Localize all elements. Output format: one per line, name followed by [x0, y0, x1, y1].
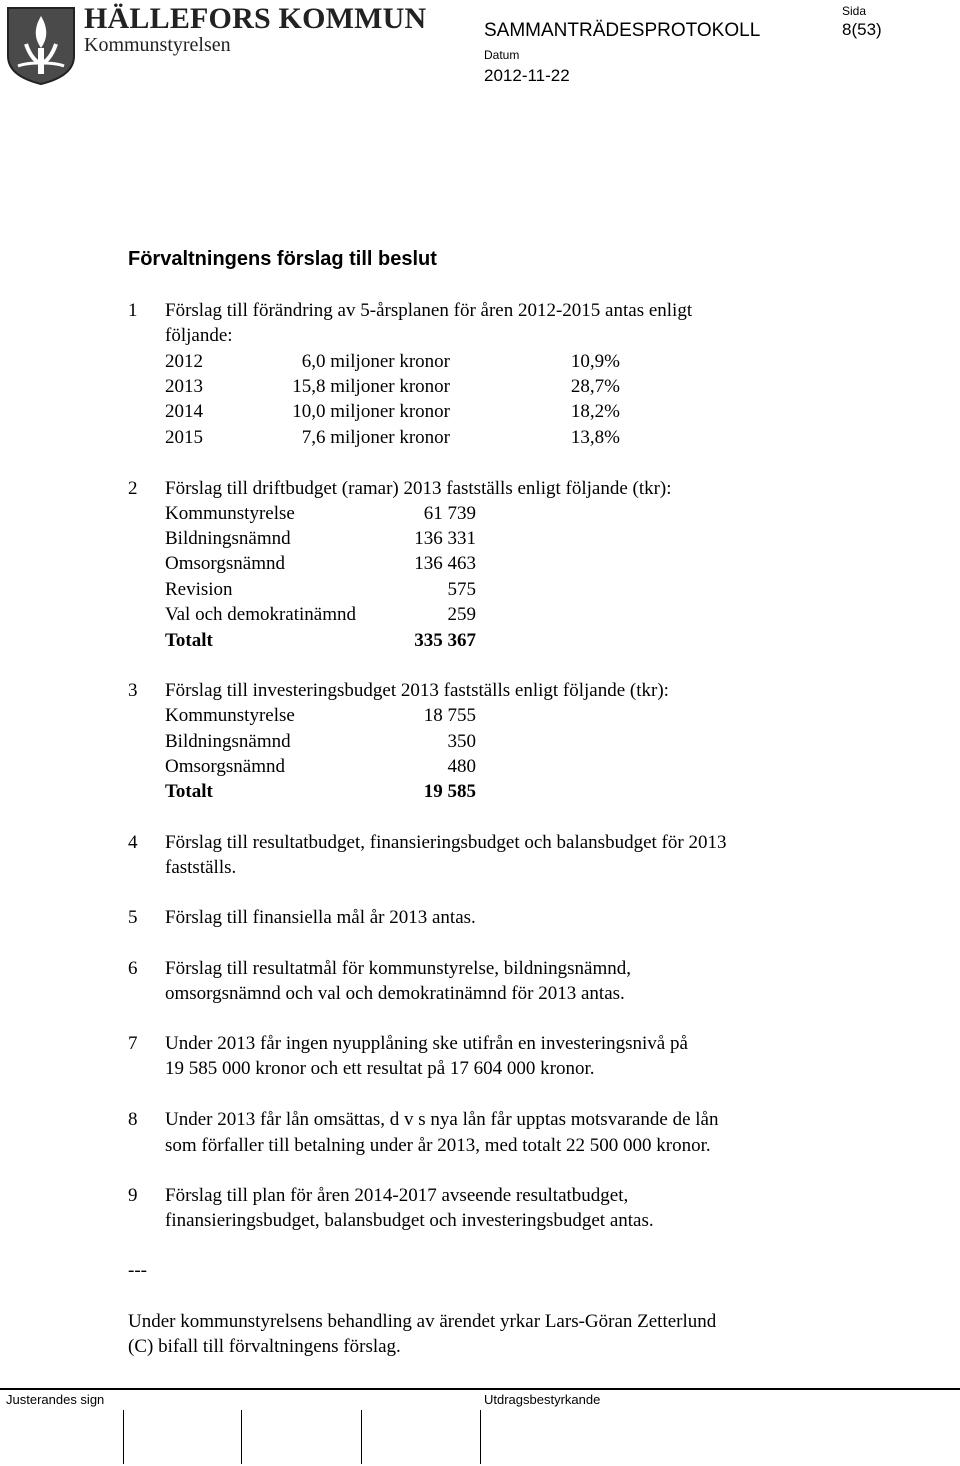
item-text: Förslag till resultatbudget, finansieringsbudget och balansbudget för 2013	[165, 832, 727, 853]
item-text: Förslag till resultatmål för kommunstyrelse, bildningsnämnd,	[165, 958, 631, 979]
budget-row-value: 350	[447, 731, 476, 752]
org-name: HÄLLEFORS KOMMUN	[84, 2, 427, 35]
item-number: 2	[128, 478, 138, 499]
date-label: Datum	[484, 48, 520, 62]
plan-amount: 15,8 miljoner kronor	[292, 376, 450, 397]
item-number: 4	[128, 832, 138, 853]
footer-divider	[0, 1388, 960, 1390]
budget-row-name: Kommunstyrelse	[165, 705, 295, 726]
plan-amount: 6,0 miljoner kronor	[301, 351, 450, 372]
item-number: 3	[128, 680, 138, 701]
budget-total-label: Totalt	[165, 781, 213, 802]
budget-row-value: 136 463	[414, 553, 476, 574]
page-label: Sida	[842, 4, 867, 18]
plan-year: 2014	[165, 401, 203, 422]
budget-row-value: 575	[447, 579, 476, 600]
plan-percent: 18,2%	[570, 401, 620, 422]
budget-row-name: Bildningsnämnd	[165, 731, 291, 752]
document-type: SAMMANTRÄDESPROTOKOLL	[484, 20, 761, 41]
signature-divider	[123, 1410, 124, 1464]
municipal-coat-of-arms	[4, 4, 78, 86]
utdragsbestyrkande-label: Utdragsbestyrkande	[484, 1392, 601, 1407]
budget-total-value: 335 367	[414, 630, 476, 651]
item-text: Förslag till finansiella mål år 2013 antas.	[165, 907, 476, 928]
plan-percent: 10,9%	[570, 351, 620, 372]
item-number: 9	[128, 1185, 138, 1206]
plan-year: 2012	[165, 351, 203, 372]
plan-year: 2015	[165, 427, 203, 448]
item-number: 6	[128, 958, 138, 979]
item-text: som förfaller till betalning under år 2013, med totalt 22 500 000 kronor.	[165, 1135, 711, 1156]
budget-row-name: Kommunstyrelse	[165, 503, 295, 524]
budget-total-label: Totalt	[165, 630, 213, 651]
signature-divider	[241, 1410, 242, 1464]
item-text: följande:	[165, 325, 233, 346]
budget-row-value: 136 331	[414, 528, 476, 549]
item-text: Under 2013 får ingen nyupplåning ske utifrån en investeringsnivå på	[165, 1033, 688, 1054]
separator: ---	[128, 1260, 147, 1281]
signature-divider	[480, 1410, 481, 1464]
page-number: 8(53)	[842, 20, 882, 39]
item-text: Förslag till investeringsbudget 2013 fastställs enligt följande (tkr):	[165, 680, 669, 701]
plan-amount: 10,0 miljoner kronor	[292, 401, 450, 422]
item-number: 5	[128, 907, 138, 928]
plan-amount: 7,6 miljoner kronor	[301, 427, 450, 448]
item-text: Under 2013 får lån omsättas, d v s nya lån får upptas motsvarande de lån	[165, 1109, 719, 1130]
budget-row-name: Omsorgsnämnd	[165, 756, 285, 777]
budget-row-value: 61 739	[423, 503, 476, 524]
plan-year: 2013	[165, 376, 203, 397]
budget-row-name: Omsorgsnämnd	[165, 553, 285, 574]
item-text: Förslag till förändring av 5-årsplanen för åren 2012-2015 antas enligt	[165, 300, 693, 321]
budget-row-name: Val och demokratinämnd	[165, 604, 357, 625]
org-subtitle: Kommunstyrelsen	[84, 34, 231, 56]
date-value: 2012-11-22	[484, 66, 570, 85]
budget-row-value: 480	[447, 756, 476, 777]
budget-row-value: 259	[447, 604, 476, 625]
item-text: Förslag till driftbudget (ramar) 2013 fastställs enligt följande (tkr):	[165, 478, 672, 499]
plan-percent: 28,7%	[570, 376, 620, 397]
budget-row-name: Revision	[165, 579, 233, 600]
justerandes-sign-label: Justerandes sign	[6, 1392, 105, 1407]
closing-text: (C) bifall till förvaltningens förslag.	[128, 1336, 401, 1357]
closing-text: Under kommunstyrelsens behandling av ärendet yrkar Lars-Göran Zetterlund	[128, 1311, 717, 1332]
budget-row-name: Bildningsnämnd	[165, 528, 291, 549]
item-text: Förslag till plan för åren 2014-2017 avseende resultatbudget,	[165, 1185, 629, 1206]
item-number: 8	[128, 1109, 138, 1130]
section-heading: Förvaltningens förslag till beslut	[128, 248, 437, 270]
item-text: finansieringsbudget, balansbudget och investeringsbudget antas.	[165, 1210, 654, 1231]
item-text: omsorgsnämnd och val och demokratinämnd för 2013 antas.	[165, 983, 625, 1004]
item-number: 1	[128, 300, 138, 321]
item-number: 7	[128, 1033, 138, 1054]
plan-percent: 13,8%	[570, 427, 620, 448]
item-text: fastställs.	[165, 857, 237, 878]
budget-row-value: 18 755	[423, 705, 476, 726]
signature-divider	[361, 1410, 362, 1464]
item-text: 19 585 000 kronor och ett resultat på 17 604 000 kronor.	[165, 1058, 595, 1079]
budget-total-value: 19 585	[423, 781, 476, 802]
